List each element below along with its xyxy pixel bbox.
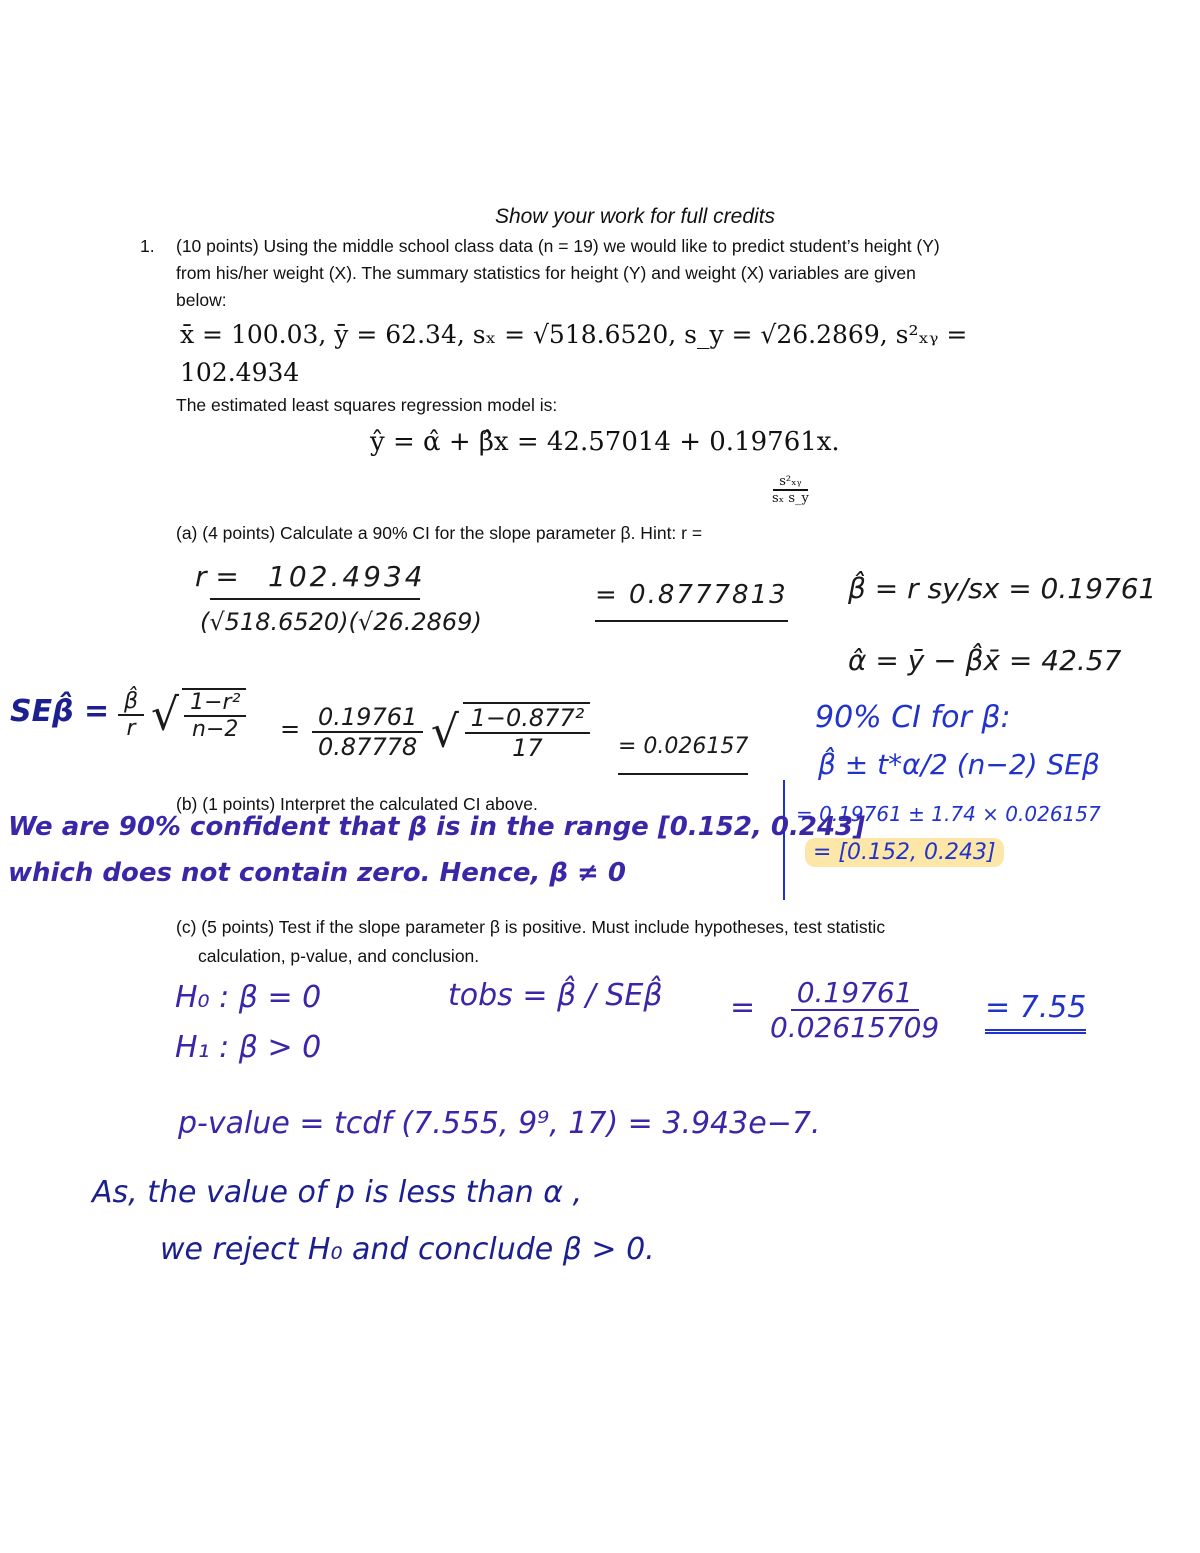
model-equation: ŷ = α̂ + β̂x = 42.57014 + 0.19761x. (370, 427, 840, 457)
hw-r-numerator: 102.4934 (268, 560, 426, 593)
hw-r-lhs: r = (195, 560, 239, 593)
hw-ci-result: = [0.152, 0.243] (805, 838, 1004, 867)
hw-conclusion-line-2: we reject H₀ and conclude β > 0. (160, 1232, 655, 1267)
hw-tobs-equals: = (730, 990, 756, 1025)
hw-ci-formula: β̂ ± t*α/2 (n−2) SEβ (818, 748, 1100, 781)
hw-r-fraction-bar (210, 598, 420, 600)
question-intro-line-2: from his/her weight (X). The summary statistics for height (Y) and weight (X) variables are given (176, 263, 916, 283)
hw-interpretation-line-1: We are 90% confident that β is in the range [0.152, 0.243] (8, 812, 866, 842)
hw-se-formula: $\frac{\betâ}{r}$ √ $\frac{\text{1−r²}}{n-2}$ (118, 688, 246, 742)
part-c-prompt-line-2: calculation, p-value, and conclusion. (198, 946, 480, 966)
part-a-prompt: (a) (4 points) Calculate a 90% CI for the slope parameter β. Hint: r = (176, 523, 703, 543)
hw-r-result: = 0.8777813 (595, 580, 788, 622)
model-label: The estimated least squares regression model is: (176, 395, 558, 415)
hw-h0: H₀ : β = 0 (175, 980, 322, 1015)
question-intro-line-3: below: (176, 290, 227, 310)
hw-ci-title: 90% CI for β: (815, 700, 1011, 735)
summary-stats-line-1: x̄ = 100.03, ȳ = 62.34, sₓ = √518.6520, s_y = √26.2869, s²ₓᵧ = (180, 320, 968, 349)
hw-se-num: 0.19761 (312, 703, 423, 733)
hw-tobs-fraction (770, 976, 939, 1044)
hw-se-root-den-value: 17 (512, 734, 543, 762)
hw-alpha-hat: α̂ = ȳ − β̂x̄ = 42.57 (848, 644, 1122, 677)
hw-ci-result-wrap (805, 840, 1004, 865)
hw-se-substituted: $\frac{0.19761}{0.87778}$ √ $\frac{\text{1−0.877²}}{17}$ (312, 702, 590, 762)
hint-denominator: sₓ s_y (772, 491, 809, 506)
question-number: 1. (140, 236, 155, 256)
hw-beta-hat: β̂ = r sy/sx = 0.19761 (848, 572, 1157, 605)
hw-se-result: = 0.026157 (618, 734, 748, 775)
hw-se-equals: = (280, 715, 301, 743)
hw-conclusion-line-1: As, the value of p is less than α , (92, 1175, 583, 1210)
summary-stats-line-2: 102.4934 (180, 358, 300, 387)
hw-se-den: 0.87778 (318, 733, 418, 761)
hw-se-root-den: n−2 (192, 717, 239, 742)
hw-se-frac-num: β̂ (118, 689, 144, 716)
question-intro-line-1: (10 points) Using the middle school class data (n = 19) we would like to predict student’s height (Y) (176, 236, 940, 256)
hw-se-root-num-value: 1−0.877² (465, 704, 591, 734)
page-title: Show your work for full credits (494, 205, 776, 228)
hw-tobs-den: 0.02615709 (770, 1011, 940, 1044)
hw-tobs-lhs: tobs = β̂ / SEβ̂ (448, 978, 663, 1013)
hw-p-value: p-value = tcdf (7.555, 9⁹, 17) = 3.943e−7. (178, 1106, 821, 1141)
hw-h1: H₁ : β > 0 (175, 1030, 322, 1065)
hw-ci-calc: = 0.19761 ± 1.74 × 0.026157 (796, 802, 1101, 826)
hw-tobs-num: 0.19761 (791, 976, 919, 1011)
hw-interpretation-line-2: which does not contain zero. Hence, β ≠ 0 (8, 858, 626, 888)
hw-se-root-num: 1−r² (184, 690, 246, 717)
part-b-prompt: (b) (1 points) Interpret the calculated CI above. (176, 794, 538, 814)
hint-fraction (772, 474, 809, 506)
hw-se-frac-den: r (126, 716, 136, 741)
hw-r-denominator: (√518.6520)(√26.2869) (200, 608, 482, 636)
hw-se-lhs: SEβ̂ = (10, 694, 110, 729)
hint-numerator: s²ₓᵧ (773, 474, 807, 491)
part-c-prompt-line-1: (c) (5 points) Test if the slope parameter β is positive. Must include hypotheses, test statistic (176, 917, 886, 937)
hw-tobs-result: = 7.55 (985, 990, 1086, 1034)
